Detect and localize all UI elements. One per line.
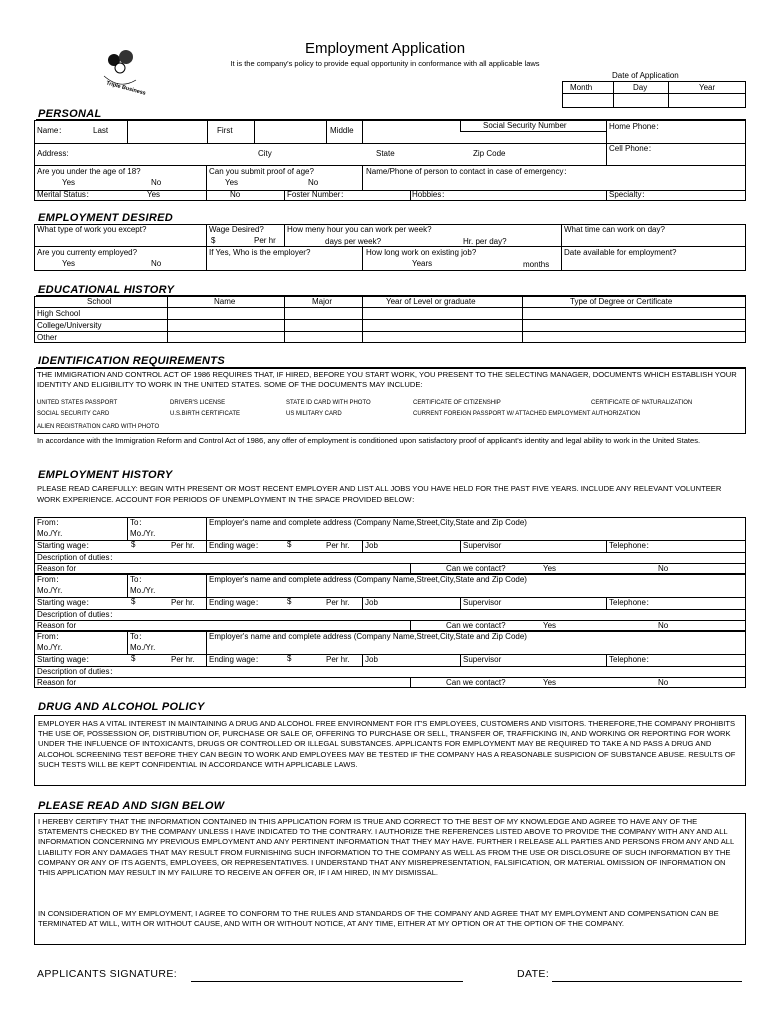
starting-wage-dollar: $ bbox=[131, 654, 136, 663]
reason-label: Reason for bbox=[37, 621, 77, 630]
employment-desired-heading: EMPLOYMENT DESIRED bbox=[38, 212, 173, 224]
type-work-question: What type of work you except? bbox=[37, 225, 147, 234]
edu-col-school: School bbox=[87, 297, 112, 306]
starting-wage-dollar: $ bbox=[131, 540, 136, 549]
telephone-label: Telephone： bbox=[609, 655, 654, 664]
currently-employed-yes[interactable]: Yes bbox=[62, 259, 76, 268]
doc-passport: UNITED STATES PASSPORT bbox=[37, 400, 118, 406]
hobbies-label: Hobbies： bbox=[412, 190, 450, 199]
telephone-label: Telephone： bbox=[609, 541, 654, 550]
page-title: Employment Application bbox=[304, 40, 466, 57]
duties-label: Description of duties： bbox=[37, 553, 118, 562]
to-label: To： bbox=[130, 575, 147, 584]
starting-wage-per-hr: Per hr. bbox=[171, 598, 195, 607]
year-label: Year bbox=[699, 83, 716, 92]
under-18-yes[interactable]: Yes bbox=[62, 178, 76, 187]
job-label: Job bbox=[365, 541, 378, 550]
can-contact-no[interactable]: No bbox=[658, 621, 669, 630]
can-contact-no[interactable]: No bbox=[658, 678, 669, 687]
marital-yes[interactable]: Yes bbox=[147, 190, 161, 199]
starting-wage-per-hr: Per hr. bbox=[171, 655, 195, 664]
page-subtitle: It is the company's policy to provide equal opportunity in conformance with all applicable laws bbox=[230, 59, 540, 68]
zip-label: Zip Code bbox=[473, 149, 506, 158]
personal-section bbox=[34, 120, 746, 201]
can-contact-label: Can we contact? bbox=[446, 678, 506, 687]
supervisor-label: Supervisor bbox=[463, 598, 502, 607]
supervisor-label: Supervisor bbox=[463, 655, 502, 664]
duties-label: Description of duties： bbox=[37, 667, 118, 676]
under-18-no[interactable]: No bbox=[151, 178, 162, 187]
proof-age-yes[interactable]: Yes bbox=[225, 178, 239, 187]
emergency-contact-label: Name/Phone of person to contact in case of emergency： bbox=[366, 167, 572, 176]
ending-wage-label: Ending wage： bbox=[209, 541, 264, 550]
date-line[interactable] bbox=[552, 981, 742, 982]
edu-col-name: Name bbox=[214, 297, 236, 306]
employment-history-heading: EMPLOYMENT HISTORY bbox=[38, 469, 173, 481]
edu-row-high-school: High School bbox=[37, 309, 81, 318]
last-name-label: Last bbox=[93, 126, 109, 135]
duties-label: Description of duties： bbox=[37, 610, 118, 619]
ending-wage-per-hr: Per hr. bbox=[326, 541, 350, 550]
starting-wage-label: Starting wage： bbox=[37, 655, 94, 664]
years-label: Years bbox=[412, 259, 433, 268]
middle-name-label: Middle bbox=[330, 126, 354, 135]
months-label: months bbox=[523, 260, 550, 269]
address-label: Address: bbox=[37, 149, 69, 158]
foster-number-label: Foster Number： bbox=[287, 190, 349, 199]
signature-label: APPLICANTS SIGNATURE: bbox=[37, 968, 178, 980]
can-contact-label: Can we contact? bbox=[446, 564, 506, 573]
hr-per-day-label: Hr. per day? bbox=[463, 237, 507, 246]
to-moyr: Mo./Yr. bbox=[130, 586, 156, 595]
how-long-question: How long work on existing job? bbox=[366, 248, 477, 257]
doc-naturalization: CERTIFICATE OF NATURALIZATION bbox=[591, 400, 693, 406]
wage-dollar: $ bbox=[211, 236, 216, 245]
date-available-question: Date available for employment? bbox=[564, 248, 677, 257]
job-label: Job bbox=[365, 598, 378, 607]
edu-col-year: Year of Level or graduate bbox=[386, 297, 476, 306]
first-name-label: First bbox=[217, 126, 233, 135]
ending-wage-label: Ending wage： bbox=[209, 655, 264, 664]
reason-label: Reason for bbox=[37, 564, 77, 573]
doc-citizenship: CERTIFICATE OF CITIZENSHIP bbox=[413, 400, 501, 406]
doc-drivers-license: DRIVER'S LICENSE bbox=[170, 400, 226, 406]
ending-wage-per-hr: Per hr. bbox=[326, 655, 350, 664]
can-contact-no[interactable]: No bbox=[658, 564, 669, 573]
ssn-label: Social Security Number bbox=[483, 121, 567, 130]
employer-label: Employer's name and complete address (Company Name,Street,City,State and Zip Code) bbox=[209, 575, 527, 584]
ending-wage-label: Ending wage： bbox=[209, 598, 264, 607]
employer-label: Employer's name and complete address (Company Name,Street,City,State and Zip Code) bbox=[209, 518, 527, 527]
state-label: State bbox=[376, 149, 395, 158]
ending-wage-dollar: $ bbox=[287, 540, 292, 549]
to-moyr: Mo./Yr. bbox=[130, 529, 156, 538]
consideration-text: IN CONSIDERATION OF MY EMPLOYMENT, I AGREE TO CONFORM TO THE RULES AND STANDARDS OF THE COMPANY AND AGREE THAT MY EMPLOYMENT AND COMPENSATION CAN BE TERMINATED AT WILL, WITH OR WITHOUT CAUSE, AND WITH OR WITHOUT NOTICE, AT ANY TIME, EITHER AT MY OPTION OR AT THE OPTION OF THE COMPANY. bbox=[38, 909, 719, 929]
currently-employed-question: Are you currenty employed? bbox=[37, 248, 138, 257]
employment-history-intro: PLEASE READ CAREFULLY: BEGIN WITH PRESENT OR MOST RECENT EMPLOYER AND LIST ALL JOBS YOU HAVE HELD FOR THE PAST FIVE YEARS. INCLUDE ANY RELEVANT VOLUNTEER WORK EXPERIENCE. ACCOUNT FOR PERIODS OF UNEMPLOYMENT IN THE SPACE PROVIDED BELOW： bbox=[37, 484, 722, 504]
home-phone-label: Home Phone： bbox=[609, 122, 664, 131]
personal-heading: PERSONAL bbox=[38, 108, 102, 120]
marital-no[interactable]: No bbox=[230, 190, 241, 199]
starting-wage-per-hr: Per hr. bbox=[171, 541, 195, 550]
month-label: Month bbox=[570, 83, 593, 92]
date-label: DATE: bbox=[517, 968, 550, 980]
to-label: To： bbox=[130, 518, 147, 527]
reason-label: Reason for bbox=[37, 678, 77, 687]
can-contact-yes[interactable]: Yes bbox=[543, 621, 557, 630]
edu-col-degree: Type of Degree or Certificate bbox=[570, 297, 673, 306]
from-moyr: Mo./Yr. bbox=[37, 529, 63, 538]
employer-label: Employer's name and complete address (Company Name,Street,City,State and Zip Code) bbox=[209, 632, 527, 641]
identification-note: In accordance with the Immigration Reform and Control Act of 1986, any offer of employment is conditioned upon satisfactory proof of applicant's identity and legal ability to work in the United States. bbox=[37, 436, 701, 445]
doc-military: US MILITARY CARD bbox=[286, 411, 342, 417]
from-label: From： bbox=[37, 575, 64, 584]
cell-phone-label: Cell Phone： bbox=[609, 144, 657, 153]
telephone-label: Telephone： bbox=[609, 598, 654, 607]
signature-line[interactable] bbox=[191, 981, 463, 982]
hours-per-week-question: How meny hour you can work per week? bbox=[287, 225, 432, 234]
to-moyr: Mo./Yr. bbox=[130, 643, 156, 652]
from-label: From： bbox=[37, 632, 64, 641]
date-of-application-label: Date of Application bbox=[612, 71, 679, 80]
who-employer-question: If Yes, Who is the employer? bbox=[209, 248, 311, 257]
drug-policy-heading: DRUG AND ALCOHOL POLICY bbox=[38, 701, 205, 713]
to-label: To： bbox=[130, 632, 147, 641]
can-contact-yes[interactable]: Yes bbox=[543, 564, 557, 573]
ending-wage-dollar: $ bbox=[287, 597, 292, 606]
starting-wage-dollar: $ bbox=[131, 597, 136, 606]
svg-text:Triple Business: Triple Business bbox=[105, 80, 147, 97]
drug-policy-text: EMPLOYER HAS A VITAL INTEREST IN MAINTAINING A DRUG AND ALCOHOL FREE ENVIRONMENT FOR IT'S EMPLOYEES, CUSTOMERS AND VISITORS. THEREFORE,THE COMPANY PROHIBITS THE USE OF, POSSESSION OF, DISTRIBUTION OF, PURCHASE OR SALE OF, OFFERING TO PURCHASE OR SELL, TRANSFER OF, TRAFFICKING IN, AND WORKING OR REPORTING FOR WORK UNDER THE INFLUENCE OF INTOXICANTS, DRUGS OR CONTROLLED OR ILLEGAL SUBSTANCES. APPLICANTS FOR EMPLOYMENT MAY BE REQUIRED TO TAKE A ND PASS A DRUG AND ALCOHOL SCREENING TEST BEFORE THEY CAN BEGIN TO WORK AND EMPLOYEES MAY BE TESTED IF THE COMPANY HAS A REASONABLE SUSPICION OF SUBSTANCE ABUSE. RESULTS OF SUCH TESTS WILL BE KEPT CONFIDENTIAL IN ACCORDANCE WITH APPLICABLE LAWS. bbox=[38, 719, 736, 769]
doc-foreign-passport: CURRENT FOREIGN PASSPORT W/ ATTACHED EMPLOYMENT AUTHORIZATION bbox=[413, 411, 641, 417]
city-label: City bbox=[258, 149, 272, 158]
doc-birth-cert: U.S.BIRTH CERTIFICATE bbox=[170, 411, 241, 417]
education-heading: EDUCATIONAL HISTORY bbox=[38, 284, 175, 296]
starting-wage-label: Starting wage： bbox=[37, 541, 94, 550]
proof-age-no[interactable]: No bbox=[308, 178, 319, 187]
from-moyr: Mo./Yr. bbox=[37, 643, 63, 652]
under-18-question: Are you under the age of 18? bbox=[37, 167, 141, 176]
identification-text: THE IMMIGRATION AND CONTROL ACT OF 1986 REQUIRES THAT, IF HIRED, BEFORE YOU START WORK, YOU PRESENT TO THE SELECTING MANAGER, DOCUMENTS WHICH ESTABLISH YOUR IDENTITY AND ELIGIBILITY TO WORK IN THE UNITED STATES. SOME OF THE DOCUMENTS MAY INCLUDE: bbox=[37, 370, 737, 389]
from-moyr: Mo./Yr. bbox=[37, 586, 63, 595]
edu-row-college: College/University bbox=[37, 321, 102, 330]
wage-desired-label: Wage Desired? bbox=[209, 225, 264, 234]
company-logo bbox=[90, 38, 150, 98]
doc-ssn-card: SOCIAL SECURITY CARD bbox=[37, 411, 110, 417]
proof-age-question: Can you submit proof of age? bbox=[209, 167, 314, 176]
what-time-question: What time can work on day? bbox=[564, 225, 665, 234]
doc-state-id: STATE ID CARD WITH PHOTO bbox=[286, 400, 371, 406]
days-per-week-label: days per week? bbox=[325, 237, 382, 246]
ending-wage-per-hr: Per hr. bbox=[326, 598, 350, 607]
sign-heading: PLEASE READ AND SIGN BELOW bbox=[38, 800, 225, 812]
certification-text: I HEREBY CERTIFY THAT THE INFORMATION CONTAINED IN THIS APPLICATION FORM IS TRUE AND CORRECT TO THE BEST OF MY KNOWLEDGE AND AGREE TO HAVE ANY OF THE STATEMENTS CHECKED BY THE COMPANY UNLESS I HAVE INDICATED TO THE CONTRARY. I AUTHORIZE THE REFERENCES LISTED ABOVE TO PROVIDE THE COMPANY WITH ANY AND ALL INFORMATION CONCERNING MY PREVIOUS EMPLOYMENT AND ANY PERTINENT INFORMATION THAT THEY MAY HAVE. FURTHER I RELEASE ALL PARTIES AND PERSONS FROM ANY AND ALL LIABILITY FOR ANY DAMAGES THAT MAY RESULT FROM FURNISHING SUCH INFORMATION TO THE COMPANY AS WELL AS FROM THE USE OR DISCLOSURE OF SUCH INFORMATION BY THE COMPANY OR ANY OF ITS AGENTS, EMPLOYEES, OR REPRESENTATIVES. I UNDERSTAND THAT ANY MISREPRESENTATION, FALSIFICATION, OR MATERIAL OMISSION OF INFORMATION ON THIS APPLICATION MAY RESULT IN MY FAILURE TO RECEIVE AN OFFER OR, IF I AM HIRED, IN MY DISMISSAL. bbox=[38, 817, 734, 878]
name-label: Name： bbox=[37, 126, 67, 135]
job-label: Job bbox=[365, 655, 378, 664]
from-label: From： bbox=[37, 518, 64, 527]
wage-per-hr: Per hr bbox=[254, 236, 276, 245]
edu-col-major: Major bbox=[312, 297, 333, 306]
marital-status-label: Merital Status： bbox=[37, 190, 94, 199]
ending-wage-dollar: $ bbox=[287, 654, 292, 663]
supervisor-label: Supervisor bbox=[463, 541, 502, 550]
day-label: Day bbox=[633, 83, 648, 92]
currently-employed-no[interactable]: No bbox=[151, 259, 162, 268]
can-contact-label: Can we contact? bbox=[446, 621, 506, 630]
specialty-label: Specialty： bbox=[609, 190, 650, 199]
edu-row-other: Other bbox=[37, 333, 58, 342]
can-contact-yes[interactable]: Yes bbox=[543, 678, 557, 687]
starting-wage-label: Starting wage： bbox=[37, 598, 94, 607]
identification-heading: IDENTIFICATION REQUIREMENTS bbox=[38, 355, 225, 367]
doc-alien-registration: ALIEN REGISTRATION CARD WITH PHOTO bbox=[37, 424, 160, 430]
